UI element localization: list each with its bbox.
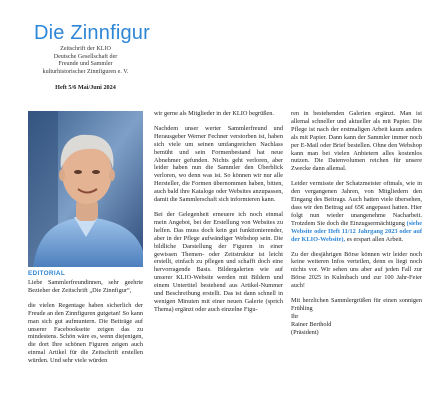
closing-signature xyxy=(291,297,422,337)
membership-paragraph xyxy=(291,180,422,243)
publisher-line: kulturhistorischer Zinnfiguren e. V. xyxy=(42,68,129,75)
membership-text: Leider vermisste der Schatzmeister oftmals, wie in den vergangenen Jahren, von Mitgliedern den Eingang des Beitrags. Auch hatten viele übersehen, dass wir den Beitrag auf 65€ angepasst hatten. Hier folgt nun wieder unangenehme Nacharbeit. Trotzdem Sie doch die Einzugsermächtigung xyxy=(291,180,422,227)
membership-tail: es erspart allen Arbeit. xyxy=(346,235,404,243)
publisher-line: Deutsche Gesellschaft der xyxy=(53,53,118,60)
publisher-line: Zeitschrift der KLIO xyxy=(60,46,111,52)
issue-label: Heft 5/6 Mai/Juni 2024 xyxy=(55,84,116,91)
body-paragraph: Zu der diesjährigen Börse können wir leider noch keine weiteren Infos verteilen, denn es liegt noch nichts vor. Wir sehen uns aber auf jeden Fall zur Börse 2025 in Kulmbach und zur 100 Jahr-Feier auch! xyxy=(291,250,422,290)
closing-line: Ihr xyxy=(291,312,299,320)
author-photo xyxy=(28,111,143,267)
closing-line: Mit herzlichen Sammlergrüßen für einen sonnigen Frühling xyxy=(291,297,422,312)
editorial-heading: EDITORIAL xyxy=(28,270,66,277)
body-paragraph: Bei der Gelegenheit erneuere ich noch einmal mein Angebot, bei der Erstellung von Websites zu helfen. Das muss doch kein gut funktionierender, aber in der Pflege aufwändiger Webshop sein. Die bildliche Darstellung der Figuren in einer gewissen Themen- oder Zeitstruktur ist leicht erstellt, einfach zu pflegen und schafft doch eine hervorragende Basis. Bildergalerien wie auf unserer KLIO-Website werden mit Bildern und einem Untertitel bestehend aus Artikel-Nummer und Beschreibung erstellt. Das ist dann schnell in wenigen Minuten mit einer neuen Galerie (sprich Thema) ergänzt oder auch einzelne Figu- xyxy=(154,210,283,313)
signer-title: (Präsident) xyxy=(291,328,319,336)
publisher-line: Freunde und Sammler xyxy=(58,61,113,68)
signer-name: Rainer Berthold xyxy=(291,320,332,328)
publisher-info xyxy=(28,46,143,76)
editorial-col2 xyxy=(154,110,283,314)
website-reference-link[interactable]: (siehe Website oder Heft 11/12 Jahrgang 2023 oder auf der KLIO-Website), xyxy=(291,219,422,243)
greeting-paragraph: Liebe Sammlerfreundinnen, sehr geehrte Bezieher der Zeitschrift „Die Zinnfigur“, xyxy=(28,279,143,294)
magazine-title: Die Zinnfigur xyxy=(34,22,150,44)
body-paragraph: die vielen Regentage haben sicherlich der Freude an den Zinnfiguren gutgetan! So kann man sich gut aufmuntern. Die Beiträge auf unserer Facebookseite zeigen das zu mindestens. Schön wäre es, wenn diejenigen, die dort Ihre schönen Figuren zeigen auch einmal Artikel für die Zeitschrift erstellen würden. Und sehr viele würden xyxy=(28,301,143,365)
editorial-col3 xyxy=(291,110,422,337)
body-paragraph: ren in bestehenden Galerien ergänzt. Man ist allemal schneller und aktueller als mit Papier. Die Pflege ist nach der erstmaligen Arbeit kaum anders als mit Papier. Dann kann der Sammler immer noch per E-Mail oder Brief bestellen. Ohne den Webshop kann man bei vielen Anbietern alles kostenlos nutzen. Die Datenvolumen reichen für unsere Zwecke dann allemal. xyxy=(291,110,422,173)
body-paragraph: wir gerne als Mitglieder in der KLIO begrüßen. xyxy=(154,110,274,117)
editorial-col1 xyxy=(28,279,143,365)
body-paragraph: Nachdem unser werter Sammlerfreund und Herausgeber Werner Fechner verstorben ist, haben sich viele um seinen umfangreichen Nachlass bemüht und sein Formenbestand hat neue Abnehmer gefunden. Nichts geht verloren, aber leider haben nun die Sammler den Überblick verloren, wo denn was ist. So können wir nur alle Hersteller, die Formen übernommen haben, bitten, auch bald ihre Kataloge oder Websites anzupassen, damit die Sammlerschaft sich informieren kann. xyxy=(154,124,283,204)
